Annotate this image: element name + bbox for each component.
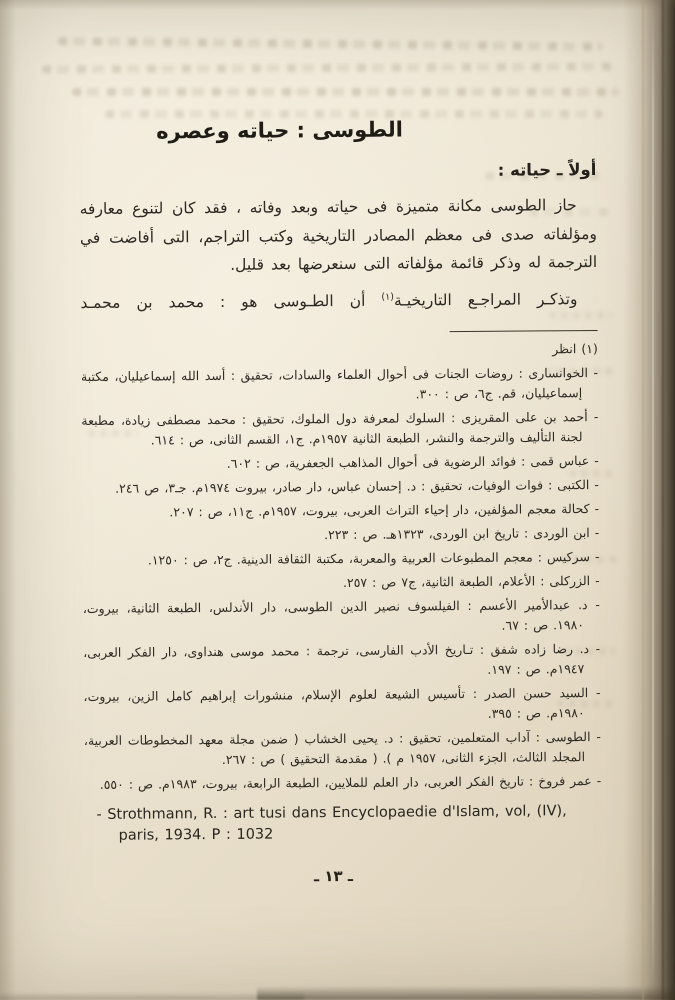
footnote-text: الخوانسارى : روضات الجنات فى أحوال العلماء والسادات، تحقيق : أسد الله إسماعيليان، مكتبة إسماعيليان، قم. ج٦، ص : ٣٠٠. (80, 364, 588, 402)
footnote-entry (82, 451, 599, 475)
footnote-entry (82, 523, 599, 547)
footnote-text: الكتبى : فوات الوفيات، تحقيق : د. إحسان عباس، دار صادر، بيروت ١٩٧٤م. جـ٣، ص ٢٤٦. (115, 476, 590, 496)
footnote-dash: - (595, 684, 601, 700)
footnote-dash: - (596, 728, 601, 744)
footnote-text: د. رضا زاده شفق : تـاريخ الأدب الفارسى، ترجمة : محمد موسى هنداوى، دار الفكر العربى، ١٩٤٧م. ص : ١٩٧. (83, 640, 590, 677)
footnote-entry (83, 571, 600, 595)
footnote-dash: - (595, 572, 600, 588)
section-heading: أولاً ـ حياته : (497, 159, 597, 180)
footnote-entry (82, 475, 599, 499)
footnote-entry (83, 639, 600, 683)
footnote-text: عباس قمى : فوائد الرضوية فى أحوال المذاهب الجعفرية، ص : ٦٠٢. (226, 452, 590, 471)
page-right-edge-shadow (623, 0, 675, 1000)
footnote-entry (81, 363, 598, 407)
footnote-text: د. عبدالأمير الأعسم : الفيلسوف نصير الدين الطوسى، دار الأندلس، الطبعة الثانية، بيروت، ١٩٨٠. ص : ٦٧. (82, 596, 588, 633)
bleedthrough-mark (58, 37, 603, 51)
footnote-dash: - (594, 452, 599, 468)
footnote-dash: - (594, 476, 599, 492)
footnote-dash: - (594, 548, 600, 564)
footnote-text: أحمد بن على المقريزى : السلوك لمعرفة دول الملوك، تحقيق : محمد مصطفى زيادة، مطبعة لجنة التأليف والترجمة والنشر، الطبعة الثانية ١٩٥٧م. ج١، القسم الثانى، ص : ٦١٤. (81, 408, 588, 448)
footnote-separator (450, 330, 598, 332)
body-text: أن الطـوسى هو : محمد بن محمـد (80, 291, 382, 313)
body-text: وتذكـر المراجـع التاريخيـة (393, 290, 578, 310)
page-bottom-edge-shadow (257, 986, 675, 1000)
footnote-text: عمر فروخ : تاريخ الفكر العربى، دار العلم للملايين، الطبعة الرابعة، بيروت، ١٩٨٣م. ص : ٥٥٠. (99, 772, 592, 792)
body-paragraph: حاز الطوسى مكانة متميزة فى حياته وبعد وفاته ، فقد كان لتنوع معارفه ومؤلفاته صدى فى معظم المصادر التاريخية وكتب التراجم، التى أفاضت في الترجمة له وذكر قائمة مؤلفاته التى سنعرضها بعد قليل. (79, 196, 598, 275)
footnote-entry (84, 727, 601, 771)
footnote-dash: - (594, 500, 600, 516)
footnote-text: ابن الوردى : تاريخ ابن الوردى، ١٣٢٣هـ. ص : ٢٢٣. (324, 524, 590, 542)
footnote-dash: - (593, 408, 599, 424)
footnote-entry (82, 499, 599, 523)
page-content (79, 116, 602, 887)
footnotes-section (81, 339, 602, 847)
footnote-dash: - (594, 524, 600, 540)
page-edge-line (642, 0, 644, 1000)
footnote-entry-latin: - Strothmann, R. : art tusi dans Encyclopaedie d'Islam, vol, (IV), paris, 1934. P : 1032 (96, 802, 567, 844)
footnote-dash: - (595, 596, 600, 612)
footnote-dash: - (595, 640, 601, 656)
footnote-dash: - (596, 772, 602, 788)
page-bottom-edge-shadow (0, 992, 304, 1000)
page-number: ـ ١٣ ـ (313, 866, 354, 885)
page-title: الطوسى : حياته وعصره (156, 117, 404, 144)
page-left-edge-shadow (0, 0, 16, 1000)
footnote-entry (84, 771, 601, 795)
footnote-entry (83, 595, 600, 639)
bleedthrough-mark (72, 88, 619, 96)
body-paragraph (80, 285, 597, 318)
footnote-text: السيد حسن الصدر : تأسيس الشيعة لعلوم الإسلام، منشورات إبراهيم كامل الزين، بيروت، ١٩٨٠م. ص : ٣٩٥. (83, 684, 589, 721)
footnote-marker: (١) انظر (552, 340, 598, 357)
footnote-dash: - (593, 364, 599, 380)
footnote-entry (81, 407, 598, 451)
footnote-text: سركيس : معجم المطبوعات العربية والمعربة، مكتبة الثقافة الدينية. ج٢، ص : ١٢٥٠. (147, 548, 590, 568)
footnote-entry (82, 547, 599, 571)
footnote-text: كحالة معجم المؤلفين، دار إحياء التراث العربى، بيروت، ١٩٥٧م. ج١١، ص : ٢٠٧. (169, 500, 590, 520)
footnote-entry (83, 683, 600, 727)
page-edge-highlight (652, 0, 654, 1000)
page-top-edge-shadow (0, 0, 675, 10)
footnote-text: الطوسى : آداب المتعلمين، تحقيق : د. يحيى الخشاب ( ضمن مجلة معهد المخطوطات العربية، المجلد الثالث، الجزء الثانى، ١٩٥٧ م ). ( مقدمة التحقيق ) ص : ٢٦٧. (83, 728, 591, 767)
bleedthrough-mark (42, 63, 613, 74)
footnote-reference: (١) (381, 291, 394, 303)
footnote-text: الزركلى : الأعلام، الطبعة الثانية، ج٧ ص : ٢٥٧. (342, 572, 591, 590)
page-edge-line (662, 0, 664, 1000)
